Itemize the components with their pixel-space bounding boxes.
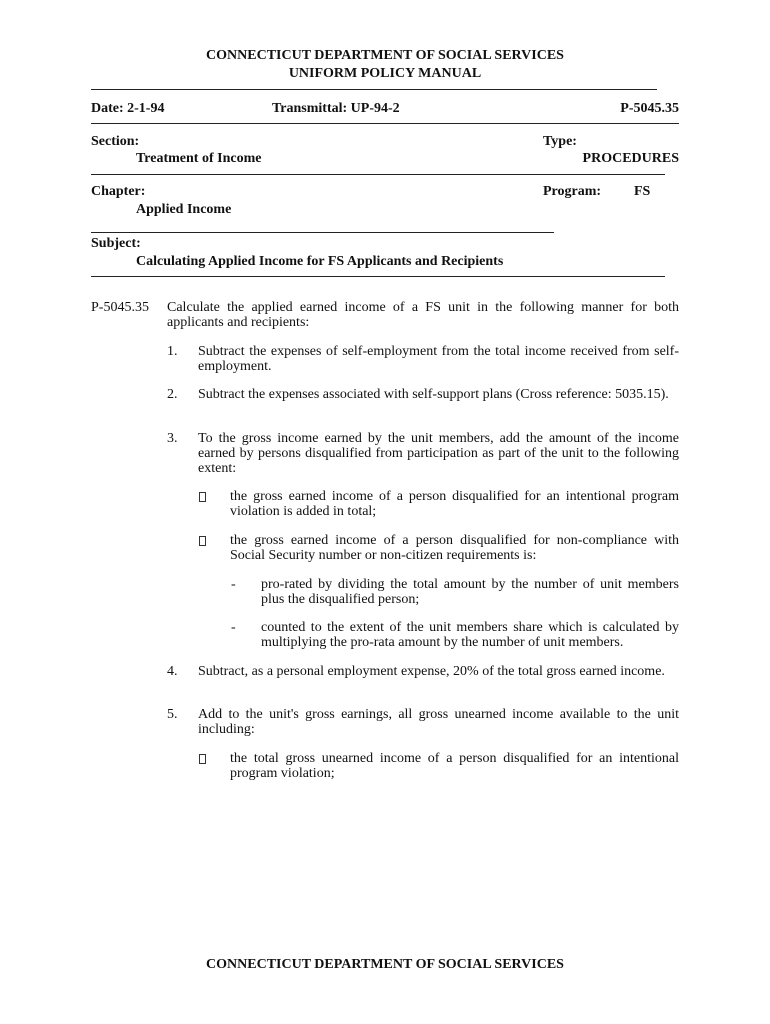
- item-number: 5.: [167, 707, 178, 722]
- item-number: 1.: [167, 344, 178, 359]
- transmittal-field: Transmittal: UP-94-2: [272, 101, 400, 116]
- divider: [91, 174, 665, 175]
- bullet-box-icon: [199, 754, 206, 764]
- chapter-label: Chapter:: [91, 184, 146, 199]
- list-item: Subtract the expenses associated with self-support plans (Cross reference: 5035.15).: [198, 387, 669, 402]
- item-number: 3.: [167, 431, 178, 446]
- divider: [91, 276, 665, 277]
- policy-reference: P-5045.35: [91, 300, 149, 315]
- chapter-value: Applied Income: [136, 202, 232, 217]
- footer-org: CONNECTICUT DEPARTMENT OF SOCIAL SERVICES: [206, 957, 564, 972]
- bullet-box-icon: [199, 536, 206, 546]
- dash-marker: -: [231, 577, 236, 592]
- divider: [91, 89, 657, 90]
- date-field: Date: 2-1-94: [91, 101, 165, 116]
- manual-title: UNIFORM POLICY MANUAL: [288, 66, 482, 81]
- type-label: Type:: [543, 134, 577, 149]
- program-label: Program:: [543, 184, 602, 199]
- item-number: 2.: [167, 387, 178, 402]
- policy-number: P-5045.35: [620, 101, 679, 116]
- bullet-item: the total gross unearned income of a person disqualified for an intentional program violation;: [230, 751, 679, 781]
- divider: [91, 123, 679, 124]
- org-title: CONNECTICUT DEPARTMENT OF SOCIAL SERVICES: [206, 48, 564, 63]
- divider: [91, 232, 554, 233]
- list-item: To the gross income earned by the unit members, add the amount of the income earned by persons disqualified from participation as part of the unit to the following extent:: [198, 431, 679, 476]
- item-number: 4.: [167, 664, 178, 679]
- bullet-item: the gross earned income of a person disqualified for non-compliance with Social Security number or non-citizen requirements is:: [230, 533, 679, 563]
- list-item: Subtract, as a personal employment expense, 20% of the total gross earned income.: [198, 664, 665, 679]
- list-item: Add to the unit's gross earnings, all gross unearned income available to the unit including:: [198, 707, 679, 737]
- bullet-item: the gross earned income of a person disqualified for an intentional program violation is added in total;: [230, 489, 679, 519]
- list-item: Subtract the expenses of self-employment from the total income received from self-employment.: [198, 344, 679, 374]
- section-label: Section:: [91, 134, 140, 149]
- dash-item: pro-rated by dividing the total amount by the number of unit members plus the disqualified person;: [261, 577, 679, 607]
- section-value: Treatment of Income: [136, 151, 262, 166]
- dash-marker: -: [231, 620, 236, 635]
- subject-label: Subject:: [91, 236, 141, 251]
- bullet-box-icon: [199, 492, 206, 502]
- type-value: PROCEDURES: [582, 151, 679, 166]
- dash-item: counted to the extent of the unit members share which is calculated by multiplying the pro-rata amount by the number of unit members.: [261, 620, 679, 650]
- subject-value: Calculating Applied Income for FS Applicants and Recipients: [136, 254, 504, 269]
- intro-paragraph: Calculate the applied earned income of a FS unit in the following manner for both applicants and recipients:: [167, 300, 679, 330]
- program-value: FS: [634, 184, 651, 199]
